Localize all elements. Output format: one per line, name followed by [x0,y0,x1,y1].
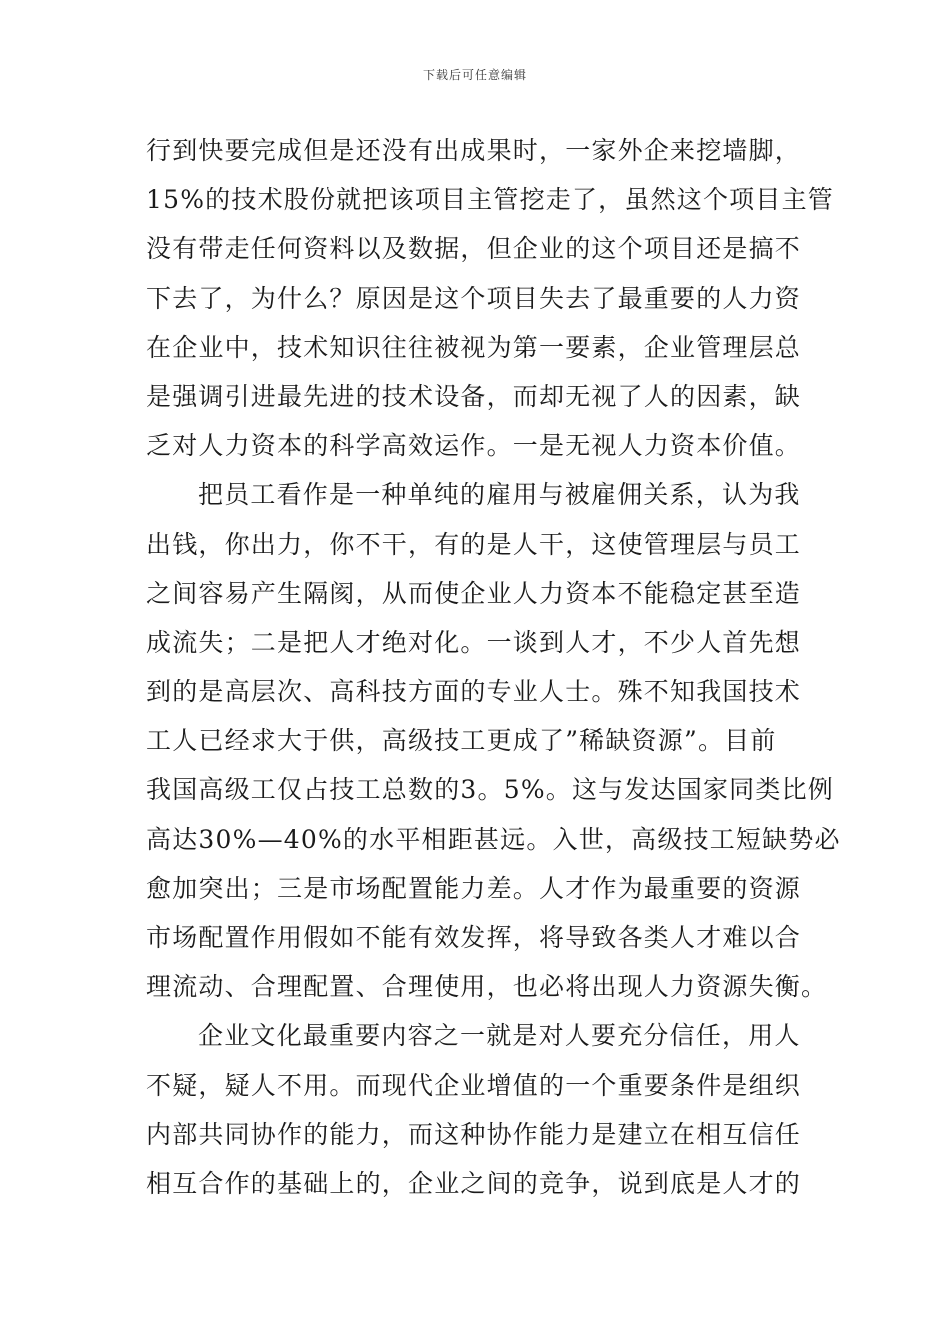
body-text [146,126,841,1208]
text-line: 相互合作的基础上的，企业之间的竞争，说到底是人才的 [146,1168,802,1198]
text-line: 市场配置作用假如不能有效发挥，将导致各类人才难以合 [146,923,802,952]
page-header: 下载后可任意编辑 [422,68,527,82]
text-line: 愈加突出；三是市场配置能力差。人才作为最重要的资源 [146,873,802,903]
text-line: 高达30%—40%的水平相距甚远。入世，高级技工短缺势必 [146,824,841,854]
text-line: 我国高级工仅占技工总数的3。5%。这与发达国家同类比例 [146,775,834,805]
text-line: 到的是高层次、高科技方面的专业人士。殊不知我国技术 [146,677,802,707]
text-line: 不疑，疑人不用。而现代企业增值的一个重要条件是组织 [146,1070,802,1100]
text-line: 成流失；二是把人才绝对化。一谈到人才，不少人首先想 [146,627,802,657]
text-line: 下去了，为什么？原因是这个项目失去了最重要的人力资 [146,283,802,313]
paragraph-first-line: 企业文化最重要内容之一就是对人要充分信任，用人 [198,1021,801,1051]
paragraph-first-line: 把员工看作是一种单纯的雇用与被雇佣关系，认为我 [198,480,801,510]
text-line: 出钱，你出力，你不干，有的是人干，这使管理层与员工 [146,529,802,559]
text-line: 理流动、合理配置、合理使用，也必将出现人力资源失衡。 [146,972,828,1002]
text-line: 在企业中，技术知识往往被视为第一要素，企业管理层总 [146,332,802,362]
text-line: 15%的技术股份就把该项目主管挖走了，虽然这个项目主管 [146,185,834,215]
text-line: 行到快要完成但是还没有出成果时，一家外企来挖墙脚， [146,136,802,165]
text-line: 乏对人力资本的科学高效运作。一是无视人力资本价值。 [146,431,802,461]
text-line: 是强调引进最先进的技术设备，而却无视了人的因素，缺 [146,381,802,411]
text-line: 工人已经求大于供，高级技工更成了”稀缺资源”。目前 [146,726,777,756]
text-line: 之间容易产生隔阂，从而使企业人力资本不能稳定甚至造 [146,578,802,608]
text-line: 内部共同协作的能力，而这种协作能力是建立在相互信任 [146,1119,802,1149]
text-line: 没有带走任何资料以及数据，但企业的这个项目还是搞不 [146,234,802,264]
